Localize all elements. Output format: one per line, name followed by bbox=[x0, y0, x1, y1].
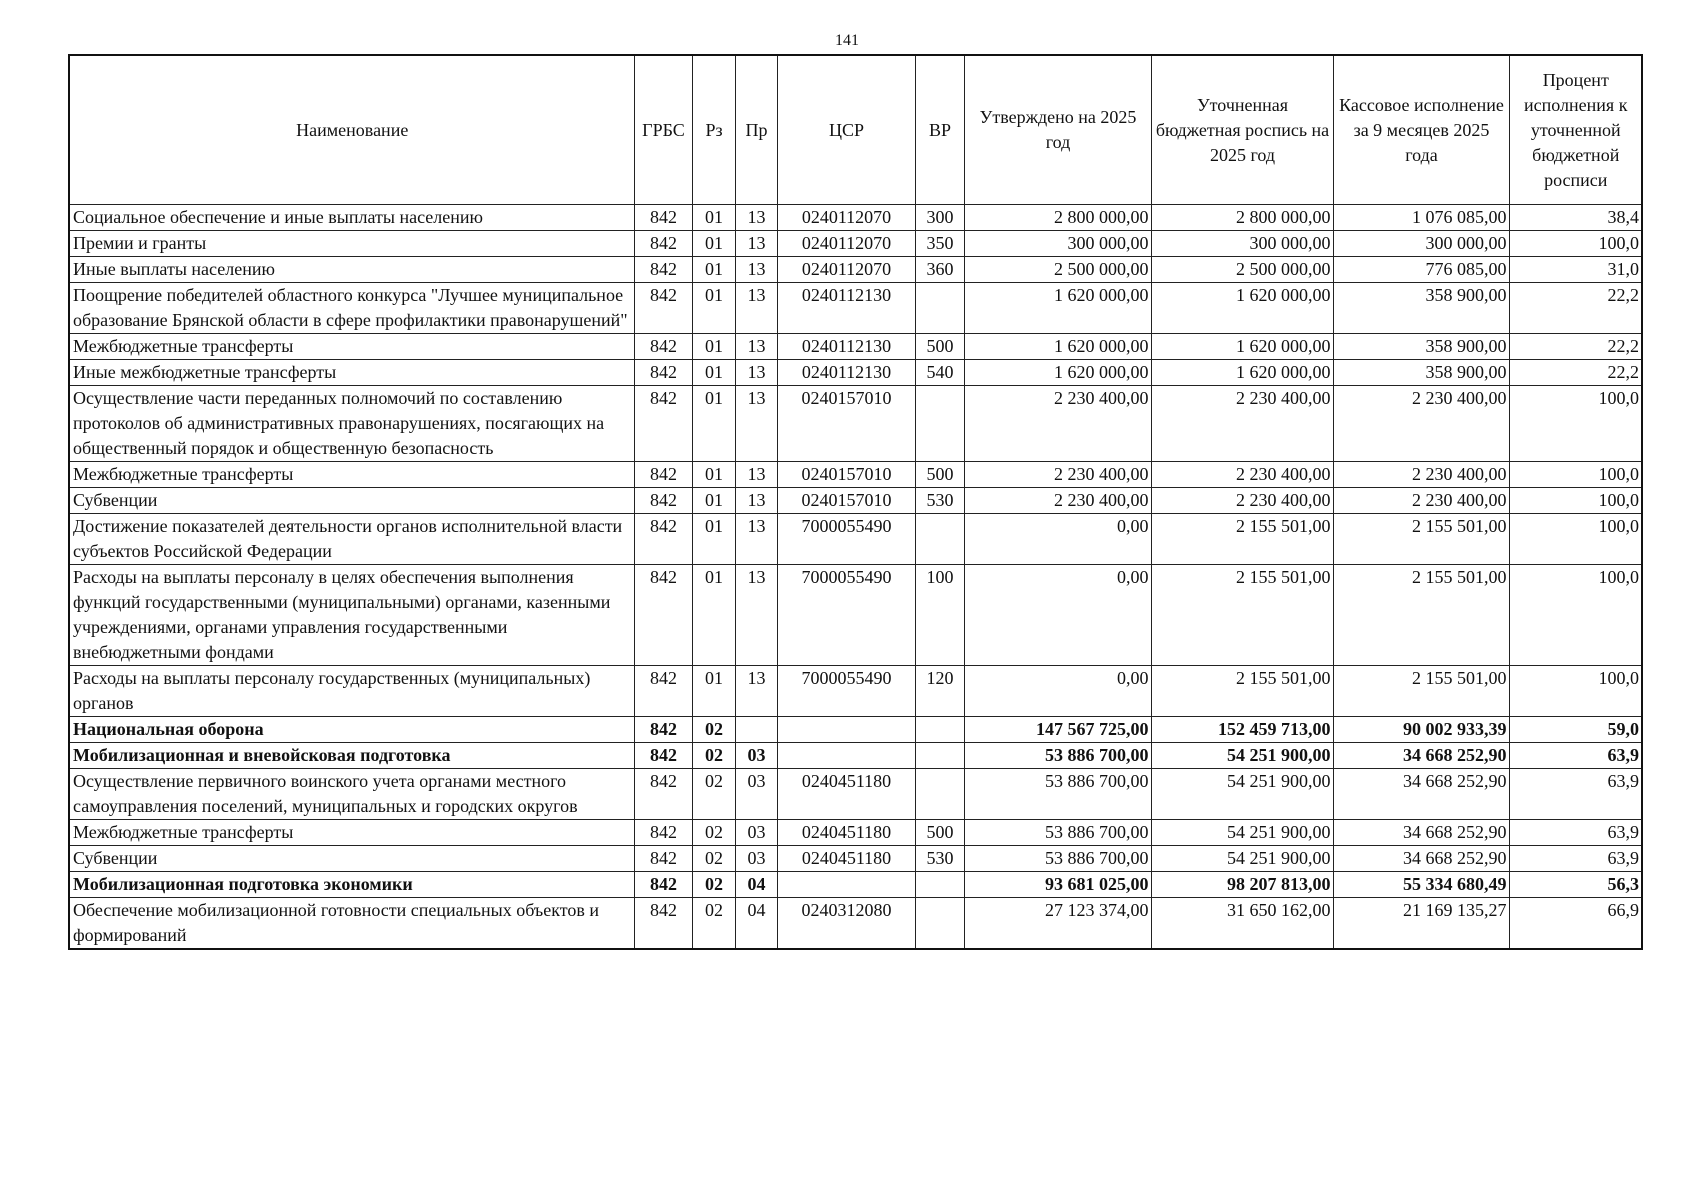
cell-refined: 2 155 501,00 bbox=[1151, 514, 1333, 565]
cell-vr: 500 bbox=[915, 820, 964, 846]
cell-csr: 0240112070 bbox=[777, 231, 915, 257]
cell-cash: 776 085,00 bbox=[1333, 257, 1509, 283]
table-row bbox=[69, 872, 1642, 898]
cell-csr: 0240451180 bbox=[777, 820, 915, 846]
cell-name: Субвенции bbox=[69, 846, 634, 872]
cell-name: Расходы на выплаты персоналу государственных (муниципальных) органов bbox=[69, 666, 634, 717]
cell-grbs: 842 bbox=[634, 666, 692, 717]
cell-pr: 13 bbox=[735, 565, 777, 666]
cell-rz: 01 bbox=[692, 386, 735, 462]
cell-grbs: 842 bbox=[634, 717, 692, 743]
cell-refined: 300 000,00 bbox=[1151, 231, 1333, 257]
cell-rz: 02 bbox=[692, 872, 735, 898]
cell-percent: 100,0 bbox=[1509, 231, 1642, 257]
cell-rz: 02 bbox=[692, 743, 735, 769]
cell-pr: 13 bbox=[735, 488, 777, 514]
cell-cash: 21 169 135,27 bbox=[1333, 898, 1509, 950]
table-row bbox=[69, 717, 1642, 743]
cell-approved: 147 567 725,00 bbox=[964, 717, 1151, 743]
header-row bbox=[69, 55, 1642, 205]
cell-grbs: 842 bbox=[634, 514, 692, 565]
cell-percent: 100,0 bbox=[1509, 488, 1642, 514]
header-refined: Уточненная бюджетная роспись на 2025 год bbox=[1151, 55, 1333, 205]
cell-vr bbox=[915, 872, 964, 898]
cell-vr: 500 bbox=[915, 334, 964, 360]
cell-csr: 0240112130 bbox=[777, 334, 915, 360]
cell-rz: 02 bbox=[692, 898, 735, 950]
cell-cash: 2 230 400,00 bbox=[1333, 488, 1509, 514]
cell-cash: 90 002 933,39 bbox=[1333, 717, 1509, 743]
cell-grbs: 842 bbox=[634, 283, 692, 334]
cell-grbs: 842 bbox=[634, 872, 692, 898]
table-row bbox=[69, 257, 1642, 283]
cell-rz: 01 bbox=[692, 565, 735, 666]
cell-refined: 98 207 813,00 bbox=[1151, 872, 1333, 898]
cell-name: Межбюджетные трансферты bbox=[69, 462, 634, 488]
cell-vr: 300 bbox=[915, 205, 964, 231]
cell-csr: 0240451180 bbox=[777, 846, 915, 872]
table-row bbox=[69, 769, 1642, 820]
cell-vr: 100 bbox=[915, 565, 964, 666]
cell-pr: 13 bbox=[735, 231, 777, 257]
table-row bbox=[69, 283, 1642, 334]
cell-cash: 55 334 680,49 bbox=[1333, 872, 1509, 898]
cell-cash: 358 900,00 bbox=[1333, 360, 1509, 386]
header-vr: ВР bbox=[915, 55, 964, 205]
header-percent: Процент исполнения к уточненной бюджетной росписи bbox=[1509, 55, 1642, 205]
cell-approved: 27 123 374,00 bbox=[964, 898, 1151, 950]
cell-pr: 13 bbox=[735, 462, 777, 488]
cell-vr bbox=[915, 769, 964, 820]
cell-pr: 03 bbox=[735, 846, 777, 872]
cell-csr: 0240112130 bbox=[777, 360, 915, 386]
cell-csr: 0240157010 bbox=[777, 488, 915, 514]
cell-grbs: 842 bbox=[634, 565, 692, 666]
cell-approved: 93 681 025,00 bbox=[964, 872, 1151, 898]
cell-refined: 2 155 501,00 bbox=[1151, 565, 1333, 666]
table-row bbox=[69, 898, 1642, 950]
cell-grbs: 842 bbox=[634, 769, 692, 820]
header-grbs: ГРБС bbox=[634, 55, 692, 205]
cell-approved: 53 886 700,00 bbox=[964, 820, 1151, 846]
cell-percent: 31,0 bbox=[1509, 257, 1642, 283]
cell-refined: 2 230 400,00 bbox=[1151, 488, 1333, 514]
cell-refined: 31 650 162,00 bbox=[1151, 898, 1333, 950]
cell-vr: 530 bbox=[915, 846, 964, 872]
cell-grbs: 842 bbox=[634, 205, 692, 231]
table-row bbox=[69, 565, 1642, 666]
cell-rz: 01 bbox=[692, 360, 735, 386]
cell-rz: 02 bbox=[692, 717, 735, 743]
cell-approved: 0,00 bbox=[964, 514, 1151, 565]
cell-pr: 13 bbox=[735, 257, 777, 283]
cell-vr bbox=[915, 514, 964, 565]
cell-pr: 13 bbox=[735, 205, 777, 231]
header-approved: Утверждено на 2025 год bbox=[964, 55, 1151, 205]
cell-name: Иные межбюджетные трансферты bbox=[69, 360, 634, 386]
cell-vr bbox=[915, 743, 964, 769]
cell-approved: 0,00 bbox=[964, 565, 1151, 666]
cell-approved: 2 800 000,00 bbox=[964, 205, 1151, 231]
cell-cash: 34 668 252,90 bbox=[1333, 846, 1509, 872]
cell-rz: 01 bbox=[692, 334, 735, 360]
cell-approved: 2 500 000,00 bbox=[964, 257, 1151, 283]
cell-name: Премии и гранты bbox=[69, 231, 634, 257]
cell-vr bbox=[915, 717, 964, 743]
cell-grbs: 842 bbox=[634, 743, 692, 769]
cell-refined: 54 251 900,00 bbox=[1151, 769, 1333, 820]
cell-pr: 03 bbox=[735, 769, 777, 820]
cell-grbs: 842 bbox=[634, 488, 692, 514]
cell-refined: 54 251 900,00 bbox=[1151, 743, 1333, 769]
cell-pr: 13 bbox=[735, 360, 777, 386]
cell-refined: 2 230 400,00 bbox=[1151, 462, 1333, 488]
cell-csr: 0240112070 bbox=[777, 205, 915, 231]
table-row bbox=[69, 386, 1642, 462]
cell-pr: 03 bbox=[735, 820, 777, 846]
cell-name: Национальная оборона bbox=[69, 717, 634, 743]
cell-csr bbox=[777, 872, 915, 898]
cell-percent: 63,9 bbox=[1509, 846, 1642, 872]
cell-pr: 04 bbox=[735, 872, 777, 898]
cell-name: Субвенции bbox=[69, 488, 634, 514]
cell-percent: 63,9 bbox=[1509, 743, 1642, 769]
cell-rz: 02 bbox=[692, 846, 735, 872]
cell-csr: 0240451180 bbox=[777, 769, 915, 820]
cell-approved: 2 230 400,00 bbox=[964, 488, 1151, 514]
cell-percent: 22,2 bbox=[1509, 283, 1642, 334]
cell-percent: 66,9 bbox=[1509, 898, 1642, 950]
table-row bbox=[69, 743, 1642, 769]
cell-rz: 01 bbox=[692, 514, 735, 565]
cell-vr: 120 bbox=[915, 666, 964, 717]
page-number: 141 bbox=[835, 32, 859, 49]
cell-refined: 1 620 000,00 bbox=[1151, 283, 1333, 334]
cell-pr: 13 bbox=[735, 386, 777, 462]
cell-vr bbox=[915, 386, 964, 462]
cell-vr: 350 bbox=[915, 231, 964, 257]
cell-csr: 0240312080 bbox=[777, 898, 915, 950]
cell-rz: 01 bbox=[692, 205, 735, 231]
cell-percent: 59,0 bbox=[1509, 717, 1642, 743]
cell-cash: 34 668 252,90 bbox=[1333, 820, 1509, 846]
header-rz: Рз bbox=[692, 55, 735, 205]
budget-execution-table bbox=[68, 54, 1643, 950]
header-cash: Кассовое исполнение за 9 месяцев 2025 года bbox=[1333, 55, 1509, 205]
cell-percent: 100,0 bbox=[1509, 514, 1642, 565]
cell-percent: 22,2 bbox=[1509, 334, 1642, 360]
cell-pr bbox=[735, 717, 777, 743]
cell-refined: 2 800 000,00 bbox=[1151, 205, 1333, 231]
cell-pr: 04 bbox=[735, 898, 777, 950]
cell-name: Социальное обеспечение и иные выплаты населению bbox=[69, 205, 634, 231]
table-row bbox=[69, 666, 1642, 717]
cell-csr: 7000055490 bbox=[777, 565, 915, 666]
cell-grbs: 842 bbox=[634, 334, 692, 360]
cell-refined: 1 620 000,00 bbox=[1151, 360, 1333, 386]
cell-percent: 56,3 bbox=[1509, 872, 1642, 898]
cell-grbs: 842 bbox=[634, 820, 692, 846]
header-pr: Пр bbox=[735, 55, 777, 205]
cell-name: Мобилизационная подготовка экономики bbox=[69, 872, 634, 898]
cell-approved: 53 886 700,00 bbox=[964, 846, 1151, 872]
table-row bbox=[69, 205, 1642, 231]
cell-vr bbox=[915, 898, 964, 950]
table-row bbox=[69, 846, 1642, 872]
cell-refined: 2 155 501,00 bbox=[1151, 666, 1333, 717]
cell-vr: 540 bbox=[915, 360, 964, 386]
header-csr: ЦСР bbox=[777, 55, 915, 205]
cell-rz: 01 bbox=[692, 488, 735, 514]
table-row bbox=[69, 514, 1642, 565]
cell-approved: 1 620 000,00 bbox=[964, 283, 1151, 334]
cell-name: Достижение показателей деятельности органов исполнительной власти субъектов Российской Федерации bbox=[69, 514, 634, 565]
cell-csr: 0240112130 bbox=[777, 283, 915, 334]
cell-pr: 03 bbox=[735, 743, 777, 769]
cell-percent: 100,0 bbox=[1509, 565, 1642, 666]
table-body bbox=[69, 205, 1642, 950]
cell-vr bbox=[915, 283, 964, 334]
cell-refined: 54 251 900,00 bbox=[1151, 846, 1333, 872]
cell-grbs: 842 bbox=[634, 386, 692, 462]
table-row bbox=[69, 488, 1642, 514]
table-row bbox=[69, 820, 1642, 846]
cell-rz: 01 bbox=[692, 283, 735, 334]
table-row bbox=[69, 360, 1642, 386]
cell-percent: 38,4 bbox=[1509, 205, 1642, 231]
cell-csr bbox=[777, 743, 915, 769]
cell-rz: 02 bbox=[692, 820, 735, 846]
cell-rz: 02 bbox=[692, 769, 735, 820]
cell-refined: 1 620 000,00 bbox=[1151, 334, 1333, 360]
cell-cash: 34 668 252,90 bbox=[1333, 769, 1509, 820]
cell-pr: 13 bbox=[735, 514, 777, 565]
cell-grbs: 842 bbox=[634, 257, 692, 283]
cell-grbs: 842 bbox=[634, 360, 692, 386]
cell-approved: 0,00 bbox=[964, 666, 1151, 717]
cell-rz: 01 bbox=[692, 462, 735, 488]
cell-grbs: 842 bbox=[634, 231, 692, 257]
cell-name: Осуществление части переданных полномочий по составлению протоколов об административных правонарушениях, посягающих на общественный порядок и общественную безопасность bbox=[69, 386, 634, 462]
cell-refined: 2 230 400,00 bbox=[1151, 386, 1333, 462]
cell-grbs: 842 bbox=[634, 846, 692, 872]
cell-name: Межбюджетные трансферты bbox=[69, 334, 634, 360]
cell-rz: 01 bbox=[692, 231, 735, 257]
table-row bbox=[69, 231, 1642, 257]
cell-csr: 7000055490 bbox=[777, 666, 915, 717]
cell-csr bbox=[777, 717, 915, 743]
cell-grbs: 842 bbox=[634, 898, 692, 950]
cell-name: Иные выплаты населению bbox=[69, 257, 634, 283]
table-header bbox=[69, 55, 1642, 205]
cell-cash: 358 900,00 bbox=[1333, 283, 1509, 334]
cell-vr: 530 bbox=[915, 488, 964, 514]
cell-cash: 34 668 252,90 bbox=[1333, 743, 1509, 769]
header-name: Наименование bbox=[69, 55, 634, 205]
cell-grbs: 842 bbox=[634, 462, 692, 488]
cell-approved: 1 620 000,00 bbox=[964, 360, 1151, 386]
cell-percent: 63,9 bbox=[1509, 820, 1642, 846]
cell-pr: 13 bbox=[735, 334, 777, 360]
cell-csr: 0240157010 bbox=[777, 462, 915, 488]
cell-refined: 2 500 000,00 bbox=[1151, 257, 1333, 283]
table-row bbox=[69, 334, 1642, 360]
cell-name: Осуществление первичного воинского учета органами местного самоуправления поселений, муниципальных и городских округов bbox=[69, 769, 634, 820]
cell-vr: 500 bbox=[915, 462, 964, 488]
cell-cash: 358 900,00 bbox=[1333, 334, 1509, 360]
cell-approved: 53 886 700,00 bbox=[964, 769, 1151, 820]
cell-name: Межбюджетные трансферты bbox=[69, 820, 634, 846]
cell-name: Обеспечение мобилизационной готовности специальных объектов и формирований bbox=[69, 898, 634, 950]
cell-rz: 01 bbox=[692, 257, 735, 283]
cell-csr: 0240112070 bbox=[777, 257, 915, 283]
cell-percent: 100,0 bbox=[1509, 462, 1642, 488]
cell-approved: 1 620 000,00 bbox=[964, 334, 1151, 360]
cell-rz: 01 bbox=[692, 666, 735, 717]
cell-refined: 54 251 900,00 bbox=[1151, 820, 1333, 846]
cell-cash: 2 230 400,00 bbox=[1333, 386, 1509, 462]
cell-name: Расходы на выплаты персоналу в целях обеспечения выполнения функций государственными (муниципальными) органами, казенными учреждениями, органами управления государственными внебюджетными фондами bbox=[69, 565, 634, 666]
cell-csr: 0240157010 bbox=[777, 386, 915, 462]
cell-pr: 13 bbox=[735, 283, 777, 334]
cell-percent: 100,0 bbox=[1509, 386, 1642, 462]
cell-name: Поощрение победителей областного конкурса "Лучшее муниципальное образование Брянской области в сфере профилактики правонарушений" bbox=[69, 283, 634, 334]
cell-approved: 2 230 400,00 bbox=[964, 386, 1151, 462]
cell-percent: 22,2 bbox=[1509, 360, 1642, 386]
cell-cash: 2 230 400,00 bbox=[1333, 462, 1509, 488]
cell-cash: 1 076 085,00 bbox=[1333, 205, 1509, 231]
cell-refined: 152 459 713,00 bbox=[1151, 717, 1333, 743]
cell-vr: 360 bbox=[915, 257, 964, 283]
cell-cash: 2 155 501,00 bbox=[1333, 666, 1509, 717]
cell-csr: 7000055490 bbox=[777, 514, 915, 565]
cell-name: Мобилизационная и вневойсковая подготовка bbox=[69, 743, 634, 769]
cell-cash: 2 155 501,00 bbox=[1333, 514, 1509, 565]
cell-cash: 2 155 501,00 bbox=[1333, 565, 1509, 666]
table-row bbox=[69, 462, 1642, 488]
cell-percent: 100,0 bbox=[1509, 666, 1642, 717]
cell-approved: 53 886 700,00 bbox=[964, 743, 1151, 769]
cell-approved: 300 000,00 bbox=[964, 231, 1151, 257]
cell-pr: 13 bbox=[735, 666, 777, 717]
cell-percent: 63,9 bbox=[1509, 769, 1642, 820]
cell-cash: 300 000,00 bbox=[1333, 231, 1509, 257]
cell-approved: 2 230 400,00 bbox=[964, 462, 1151, 488]
